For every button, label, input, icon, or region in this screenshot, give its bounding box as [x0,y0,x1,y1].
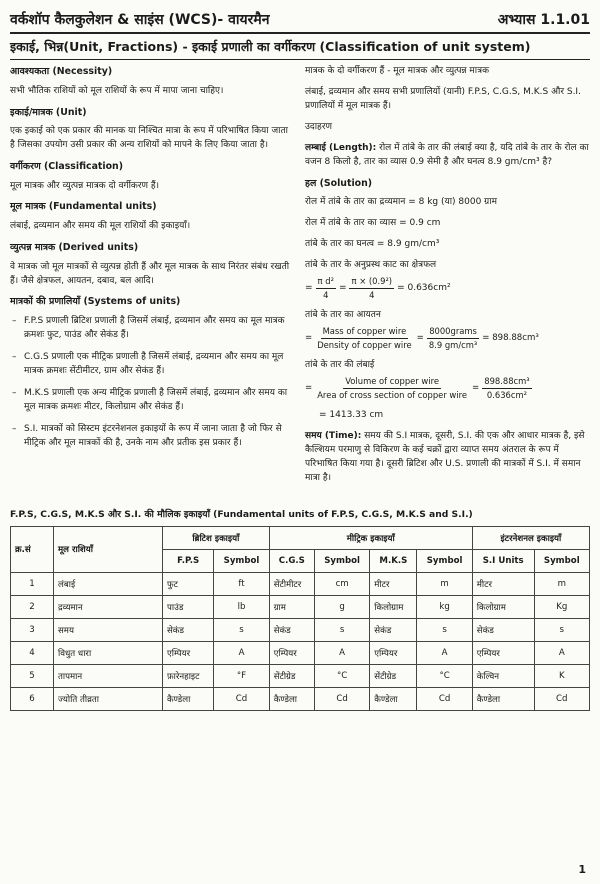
table-body [11,572,590,710]
table-title: F.P.S, C.G.S, M.K.S और S.I. की मौलिक इकाइयाँ (Fundamental units of F.P.S, C.G.S, M.K.S and S.I.) [10,508,473,520]
table-row [11,572,590,595]
length-result: = 1413.33 cm [319,409,384,420]
fraction-denominator: 4 [323,289,329,300]
table-cell: सेंटीमीटर [269,572,314,595]
section-title: इकाई, भिन्न(Unit, Fractions) - इकाई प्रणाली का वर्गीकरण (Classification of unit system) [10,34,590,60]
subheader-cell: Symbol [417,549,472,572]
table-cell: पाउंड [163,595,214,618]
subheader-cell: Symbol [534,549,589,572]
table-cell: ft [214,572,269,595]
systems-summary: लंबाई, द्रव्यमान और समय सभी प्रणालियों (यानी) F.P.S, C.G.S, M.K.S और S.I. प्रणालियों में मूल मात्रक हैं। [305,86,581,111]
fraction-numerator: Volume of copper wire [343,375,441,389]
table-cell: तापमान [54,664,163,687]
fraction-denominator: Density of copper wire [317,339,412,350]
header-title: वर्कशॉप कैलकुलेशन & साइंस (WCS)- वायरमैन [10,12,270,28]
table-cell: 4 [11,641,54,664]
units-table [10,526,590,711]
density-line: तांबे के तार का घनत्व = 8.9 gm/cm³ [305,239,440,250]
table-cell: 1 [11,572,54,595]
table-cell: K [534,664,589,687]
table-cell: A [417,641,472,664]
table-cell: Cd [314,687,369,710]
fundamental-text: लंबाई, द्रव्यमान और समय की मूल राशियों की इकाइयाँ। [10,221,191,232]
table-cell: g [314,595,369,618]
table-row [11,641,590,664]
fraction-numerator: 898.88cm³ [482,375,531,389]
volume-equation: = $\frac{\text{Mass of copper wire}}{\text{Density of copper wire}}$ = $\frac{\text{8000grams}}{\text{8.9 gm/cm³}}$ = 898.88cm³ [305,325,590,352]
fraction-denominator: 4 [369,289,375,300]
systems-list [24,315,295,451]
header-sn: क्र.सं [11,526,54,572]
exercise-number: अभ्यास 1.1.01 [497,12,590,28]
table-cell: A [534,641,589,664]
table-cell: कैण्डेला [370,687,417,710]
table-cell: किलोग्राम [472,595,534,618]
table-cell: °F [214,664,269,687]
volume-fraction-2 [427,325,479,352]
mass-line: रोल में तांबे के तार का द्रव्यमान = 8 kg (या) 8000 ग्राम [305,197,497,208]
classification-summary: मात्रक के दो वर्गीकरण हैं - मूल मात्रक और व्युत्पन्न मात्रक [305,66,490,76]
systems-heading: मात्रकों की प्रणालियाँ (Systems of units) [10,296,181,308]
table-cell: Cd [214,687,269,710]
volume-result: = 898.88cm³ [482,332,539,343]
necessity-text: सभी भौतिक राशियों को मूल राशियों के रूप में मापा जाना चाहिए। [10,85,224,96]
table-cell: s [417,618,472,641]
table-row [11,664,590,687]
subheader-cell: M.K.S [370,549,417,572]
table-cell: कैण्डेला [269,687,314,710]
table-cell: A [314,641,369,664]
page-header [10,10,590,34]
table-cell: सेकंड [370,618,417,641]
header-metric: मीट्रिक इकाइयाँ [269,526,472,549]
table-cell: एम्पियर [163,641,214,664]
table-cell: द्रव्यमान [54,595,163,618]
table-cell: °C [417,664,472,687]
table-cell: सेकंड [472,618,534,641]
table-cell: lb [214,595,269,618]
fundamental-heading: मूल मात्रक (Fundamental units) [10,201,157,213]
table-cell: कैण्डेला [472,687,534,710]
length-calc-label: तांबे के तार की लंबाई [305,359,375,370]
classification-text: मूल मात्रक और व्युत्पन्न मात्रक दो वर्गीकरण हैं। [10,180,160,191]
table-row [11,595,590,618]
table-cell: ग्राम [269,595,314,618]
table-cell: 5 [11,664,54,687]
table-cell: °C [314,664,369,687]
fraction-denominator: Area of cross section of copper wire [317,389,468,400]
length-problem-text: रोल में तांबे के तार की लंबाई क्या है, यदि तांबे के तार के रोल का वजन 8 किलो है, तार का व्यास 0.9 सेमी है और घनत्व 8.9 gm/cm³ है? [305,142,589,167]
fraction-numerator: π d² [316,275,336,289]
solution-heading: हल (Solution) [305,177,373,189]
table-row [11,618,590,641]
table-cell: 2 [11,595,54,618]
length-fraction-1 [315,375,469,402]
header-quantity: मूल राशियाँ [54,526,163,572]
list-item: – M.K.S प्रणाली एक अन्य मीट्रिक प्रणाली है जिसमें लंबाई, द्रव्यमान और समय का मूल मात्रक क्रमशः मीटर, किलोग्राम और सेकंड हैं। [24,387,295,415]
table-cell: सेकंड [269,618,314,641]
table-cell: मीटर [370,572,417,595]
subheader-cell: C.G.S [269,549,314,572]
table-cell: एम्पियर [370,641,417,664]
table-header-row [11,526,590,549]
fraction-numerator: 8000grams [427,325,479,339]
classification-heading: वर्गीकरण (Classification) [10,160,124,172]
table-cell: एम्पियर [472,641,534,664]
table-cell: s [534,618,589,641]
table-cell: केल्विन [472,664,534,687]
table-cell: कैण्डेला [163,687,214,710]
content-columns [10,65,590,493]
table-cell: cm [314,572,369,595]
length-label: लम्बाई (Length): [305,142,377,153]
area-result: = 0.636cm² [397,282,451,293]
table-row [11,687,590,710]
necessity-heading: आवश्यकता (Necessity) [10,66,113,77]
length-problem [305,142,590,170]
right-column [305,65,590,493]
subheader-cell: F.P.S [163,549,214,572]
table-cell: m [534,572,589,595]
table-cell: 3 [11,618,54,641]
table-cell: ज्योति तीव्रता [54,687,163,710]
page-number: 1 [578,863,586,876]
table-cell: विधुत धारा [54,641,163,664]
example-label: उदाहरण [305,121,333,132]
table-cell: सेंटीग्रेड [269,664,314,687]
subheader-cell: Symbol [314,549,369,572]
list-item: – S.I. मात्रकों को सिस्टम इंटरनेशनल इकाइयों के रूप में जाना जाता है जो फिर से मीट्रिक और मूल मात्रकों की है, उनके नाम और प्रतीक इस प्रकार हैं। [24,423,295,451]
fraction-numerator: Mass of copper wire [321,325,409,339]
table-cell: s [314,618,369,641]
derived-text: वे मात्रक जो मूल मात्रकों से व्युत्पन्न होती हैं और मूल मात्रक के साथ निरंतर संबंध रखती हैं। जैसे क्षेत्रफल, आयतन, दबाव, बल आदि। [10,261,290,286]
header-international: इंटरनेशनल इकाइयाँ [472,526,589,549]
table-cell: kg [417,595,472,618]
left-column [10,65,295,493]
time-text: समय की S.I मात्रक, दूसरी, S.I. की एक और आधार मात्रक है, इसे कैल्शियम परमाणु से विकिरण के कई चक्रों द्वारा व्याप्त समय अंतराल के रूप में परिभाषित किया गया है। दूसरी ब्रिटिश और U.S. प्रणाली की मात्रकों में S.I. में समान मात्रा है। [305,430,585,483]
length-equation: = $\frac{\text{Volume of copper wire}}{\text{Area of cross section of copper wire}}$ = $\frac{\text{898.88cm³}}{\text{0.636cm²}}$ [305,375,590,402]
fraction-numerator: π × (0.9²) [349,275,394,289]
table-cell: s [214,618,269,641]
table-cell: A [214,641,269,664]
diameter-line: रोल में तांबे के तार का व्यास = 0.9 cm [305,218,441,229]
table-cell: सेंटीग्रेड [370,664,417,687]
time-label: समय (Time): [305,430,362,441]
volume-fraction-1 [315,325,413,352]
table-cell: समय [54,618,163,641]
list-item: – C.G.S प्रणाली एक मीट्रिक प्रणाली है जिसमें लंबाई, द्रव्यमान और समय का मूल मात्रक क्रमशः सेंटीमीटर, ग्राम और सेकंड हैं। [24,351,295,379]
subheader-cell: S.I Units [472,549,534,572]
table-cell: सेकंड [163,618,214,641]
area-equation: = $\frac{\text{π d²}}{4}$ = $\frac{\text{π × (0.9²)}}{4}$ = 0.636cm² [305,275,590,302]
table-cell: फ़ारेनहाइट [163,664,214,687]
table-cell: 6 [11,687,54,710]
table-cell: Kg [534,595,589,618]
area-fraction-1 [316,275,336,302]
table-cell: एम्पियर [269,641,314,664]
fraction-denominator: 0.636cm² [486,389,527,400]
table-cell: m [417,572,472,595]
table-cell: लंबाई [54,572,163,595]
length-fraction-2 [482,375,531,402]
area-label: तांबे के तार के अनुप्रस्थ काट का क्षेत्रफल [305,260,437,271]
header-british: ब्रिटिश इकाइयाँ [163,526,270,549]
table-cell: Cd [417,687,472,710]
subheader-cell: Symbol [214,549,269,572]
unit-heading: इकाई/मात्रक (Unit) [10,106,87,118]
derived-heading: व्युत्पन्न मात्रक (Derived units) [10,242,139,253]
table-cell: फुट [163,572,214,595]
table-cell: Cd [534,687,589,710]
list-item: – F.P.S प्रणाली ब्रिटिश प्रणाली है जिसमें लंबाई, द्रव्यमान और समय का मूल मात्रक क्रमशः फुट, पाउंड और सेकंड हैं। [24,315,295,343]
volume-label: तांबे के तार का आयतन [305,309,381,320]
table-cell: मीटर [472,572,534,595]
time-paragraph [305,430,590,486]
unit-text: एक इकाई को एक प्रकार की मानक या निश्चित मात्रा के रूप में परिभाषित किया जाता है जिसका उपयोग उसी प्रकार की अन्य राशियों को मापने के लिए किया जाता है। [10,126,288,151]
area-fraction-2 [349,275,394,302]
fraction-denominator: 8.9 gm/cm³ [428,339,478,350]
table-cell: किलोग्राम [370,595,417,618]
